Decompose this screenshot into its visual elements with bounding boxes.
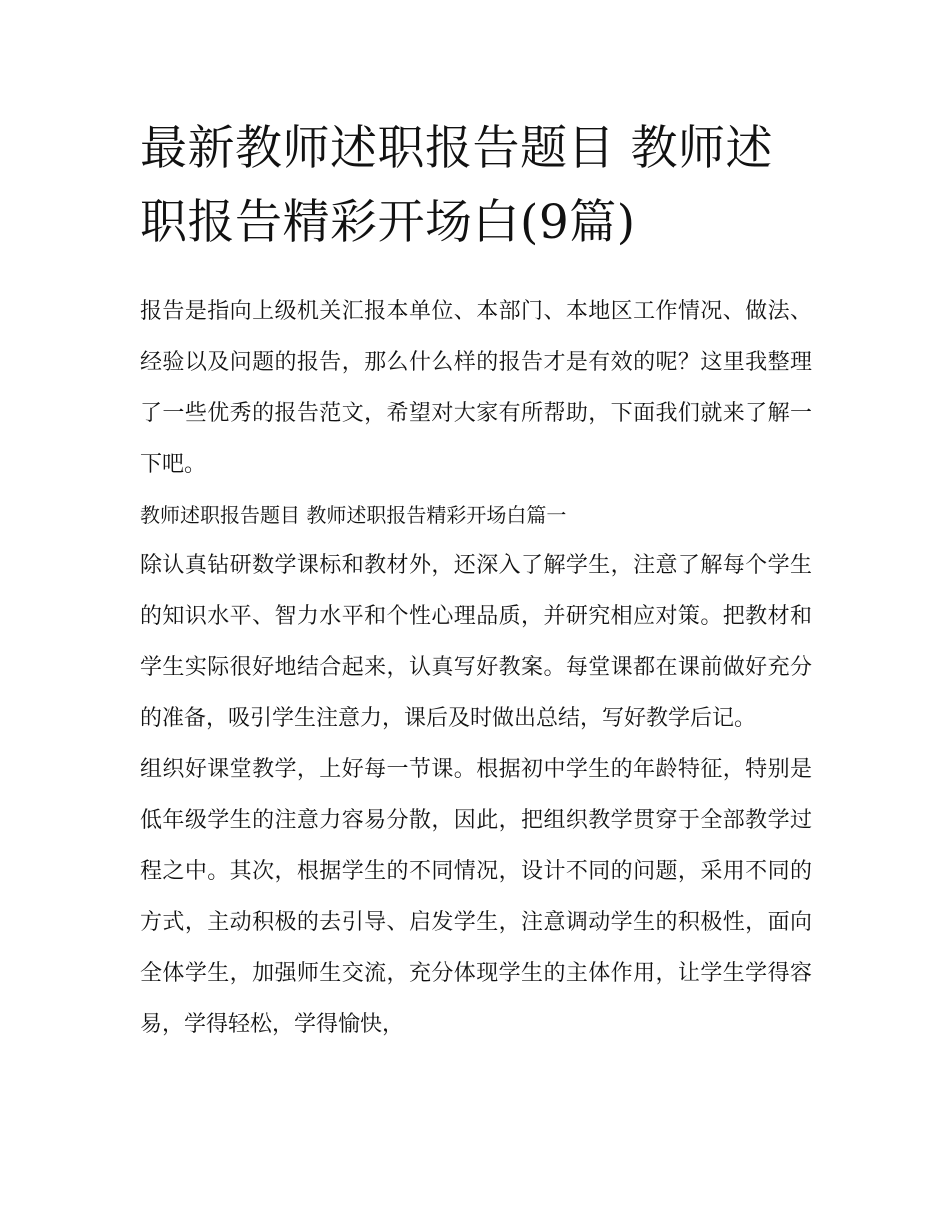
intro-paragraph: 报告是指向上级机关汇报本单位、本部门、本地区工作情况、做法、经验以及问题的报告，那么什么样的报告才是有效的呢？这里我整理了一些优秀的报告范文，希望对大家有所帮助，下面我们就来了解一下吧。 bbox=[140, 299, 812, 477]
section-heading: 教师述职报告题目 教师述职报告精彩开场白篇一 bbox=[140, 503, 567, 527]
document-page bbox=[140, 112, 812, 1050]
body-paragraph-2: 组织好课堂教学，上好每一节课。根据初中学生的年龄特征，特别是低年级学生的注意力容易分散，因此，把组织教学贯穿于全部教学过程之中。其次，根据学生的不同情况，设计不同的问题，采用不同的方式，主动积极的去引导、启发学生，注意调动学生的积极性，面向全体学生，加强师生交流，充分体现学生的主体作用，让学生学得容易，学得轻松，学得愉快， bbox=[140, 757, 812, 1037]
document-title: 最新教师述职报告题目 教师述职报告精彩开场白(9篇) bbox=[140, 121, 773, 250]
body-paragraph-1: 除认真钻研数学课标和教材外，还深入了解学生，注意了解每个学生的知识水平、智力水平和个性心理品质，并研究相应对策。把教材和学生实际很好地结合起来，认真写好教案。每堂课都在课前做好充分的准备，吸引学生注意力，课后及时做出总结，写好教学后记。 bbox=[140, 553, 812, 731]
